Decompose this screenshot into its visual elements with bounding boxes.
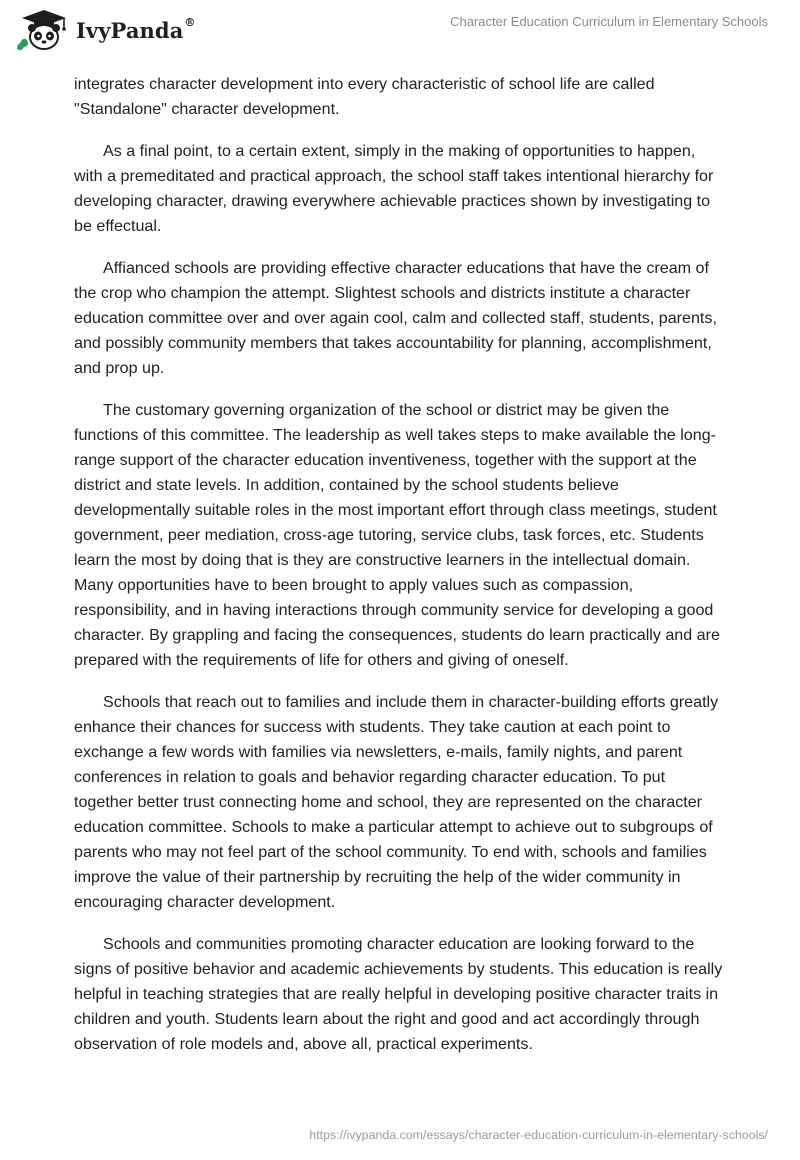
paragraph: The customary governing organization of the school or district may be given the functions of this committee. The leadership as well takes steps to make available the long-range support of the character education inventiveness, together with the support at the district and state levels. In addition, contained by the school students believe developmentally suitable roles in the most important effort through class meetings, student government, peer mediation, cross-age tutoring, service clubs, task forces, etc. Students learn the most by doing that is they are constructive learners in the intellectual domain. Many opportunities have to been brought to apply values such as compassion, responsibility, and in having interactions through community service for developing a good character. By grappling and facing the consequences, students do learn practically and are prepared with the requirements of life for others and giving of oneself. (74, 401, 720, 669)
paragraph: As a final point, to a certain extent, simply in the making of opportunities to happen, with a premeditated and practical approach, the school staff takes intentional hierarchy for developing character, drawing everywhere achievable practices shown by investigating to be effectual. (74, 142, 714, 235)
paragraph: integrates character development into every characteristic of school life are called "Standalone" character development. (74, 75, 655, 118)
panda-graduate-icon (14, 8, 70, 52)
page-header (0, 0, 800, 60)
paragraph: Schools and communities promoting character education are looking forward to the signs of positive behavior and academic achievements by students. This education is really helpful in teaching strategies that are really helpful in developing positive character traits in children and youth. Students learn about the right and good and act accordingly through observation of role models and, above all, practical experiments. (74, 935, 723, 1053)
document-title: Character Education Curriculum in Elementary Schools (450, 14, 768, 29)
ivypanda-logo[interactable] (14, 8, 196, 52)
paragraph: Affianced schools are providing effective character educations that have the cream of the crop who champion the attempt. Slightest schools and districts institute a character education committee over and over again cool, calm and collected staff, students, parents, and possibly community members that takes accountability for planning, accomplishment, and prop up. (74, 259, 717, 377)
brand-name: IvyPanda® (76, 15, 196, 43)
source-url[interactable]: https://ivypanda.com/essays/character-education-curriculum-in-elementary-schools/ (309, 1128, 768, 1142)
essay-body (74, 72, 726, 1074)
paragraph: Schools that reach out to families and include them in character-building efforts greatly enhance their chances for success with students. They take caution at each point to exchange a few words with families via newsletters, e-mails, family nights, and parent conferences in relation to goals and behavior regarding character education. To put together better trust connecting home and school, they are represented on the character education committee. Schools to make a particular attempt to achieve out to subgroups of parents who may not feel part of the school community. To end with, schools and families improve the value of their partnership by recruiting the help of the wider community in encouraging character development. (74, 693, 719, 911)
